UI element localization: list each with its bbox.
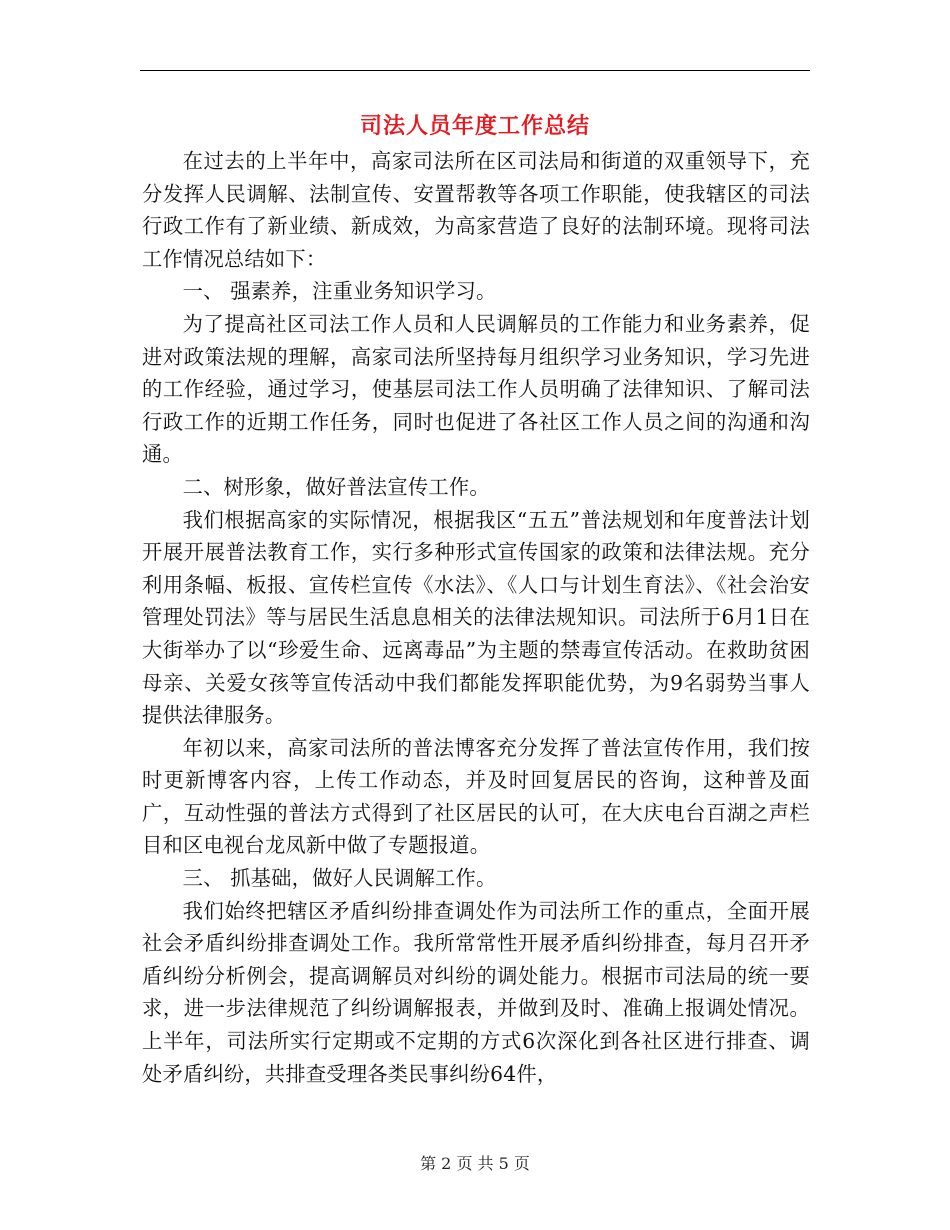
section-heading-2: 二、树形象，做好普法宣传工作。 bbox=[182, 474, 490, 499]
paragraph-mediation: 我们始终把辖区矛盾纠纷排查调处作为司法所工作的重点，全面开展社会矛盾纠纷排查调处工作。我所常常性开展矛盾纠纷排查，每月召开矛盾纠纷分析例会，提高调解员对纠纷的调处能力。根据市司法局的统一要求，进一步法律规范了纠纷调解报表，并做到及时、准确上报调处情况。上半年，司法所实行定期或不定期的方式6次深化到各社区进行排查、调处矛盾纠纷，共排查受理各类民事纠纷64件， bbox=[142, 898, 810, 1086]
paragraph-intro: 在过去的上半年中，高家司法所在区司法局和街道的双重领导下，充分发挥人民调解、法制宣传、安置帮教等各项工作职能，使我辖区的司法行政工作有了新业绩、新成效，为高家营造了良好的法制环境。现将司法工作情况总结如下： bbox=[142, 149, 810, 271]
paragraph-blog: 年初以来，高家司法所的普法博客充分发挥了普法宣传作用，我们按时更新博客内容，上传工作动态，并及时回复居民的咨询，这种普及面广，互动性强的普法方式得到了社区居民的认可，在大庆电台百湖之声栏目和区电视台龙凤新中做了专题报道。 bbox=[142, 735, 810, 858]
section-heading-1: 一、 强素养，注重业务知识学习。 bbox=[182, 279, 497, 304]
paragraph-publicity: 我们根据高家的实际情况，根据我区“五五”普法规划和年度普法计划开展开展普法教育工作，实行多种形式宣传国家的政策和法律法规。充分利用条幅、板报、宣传栏宣传《水法》、《人口与计划生育法》、《社会治安管理处罚法》等与居民生活息息相关的法律法规知识。司法所于6月1日在大街举办了以“珍爱生命、远离毒品”为主题的禁毒宣传活动。在救助贫困母亲、关爱女孩等宣传活动中我们都能发挥职能优势，为9名弱势当事人提供法律服务。 bbox=[142, 507, 810, 728]
page-footer bbox=[0, 1153, 950, 1175]
document-body bbox=[142, 145, 810, 1090]
page-number-label: 第 2 页 共 5 页 bbox=[420, 1154, 530, 1173]
paragraph-study: 为了提高社区司法工作人员和人民调解员的工作能力和业务素养，促进对政策法规的理解，高家司法所坚持每月组织学习业务知识，学习先进的工作经验，通过学习，使基层司法工作人员明确了法律知识、了解司法行政工作的近期工作任务，同时也促进了各社区工作人员之间的沟通和沟通。 bbox=[142, 311, 810, 467]
header-rule bbox=[140, 70, 810, 71]
section-heading-3: 三、 抓基础，做好人民调解工作。 bbox=[182, 866, 497, 891]
document-title: 司法人员年度工作总结 bbox=[359, 113, 590, 139]
